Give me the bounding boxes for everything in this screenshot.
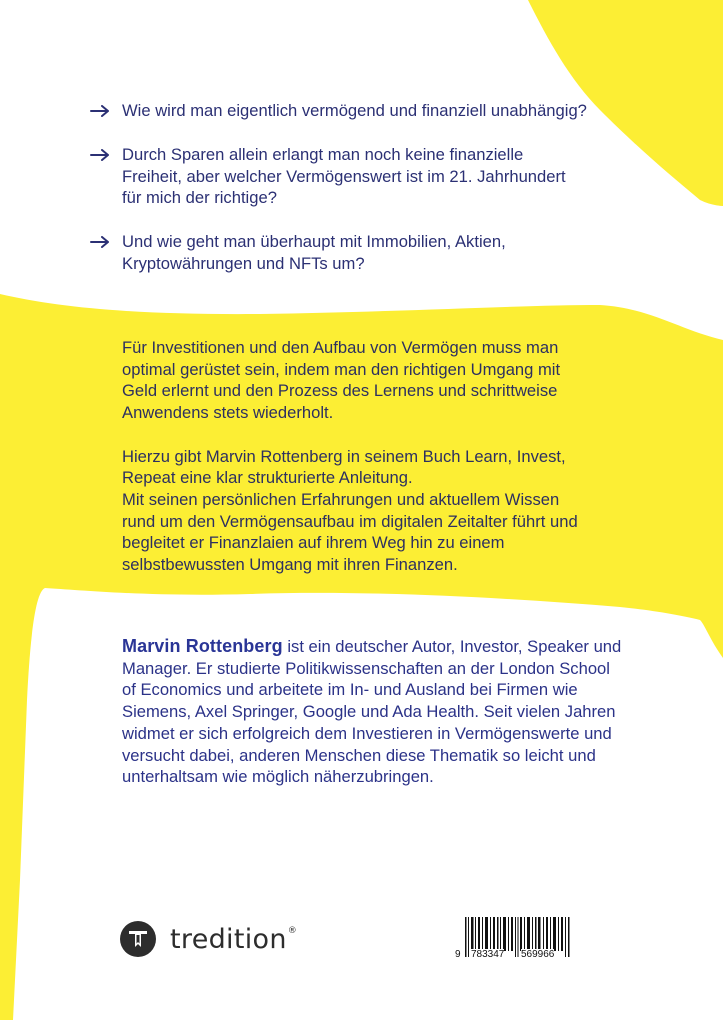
arrow-right-icon	[90, 144, 122, 166]
question-text: Und wie geht man überhaupt mit Immobilien, Aktien, Kryptowährungen und NFTs um?	[122, 232, 506, 273]
question-item	[90, 144, 610, 209]
author-bio	[122, 636, 622, 788]
tredition-logo-icon	[120, 921, 156, 957]
book-blurb	[122, 337, 592, 576]
question-item	[90, 100, 610, 122]
arrow-right-icon	[90, 231, 122, 253]
isbn-group-2: 569966	[521, 949, 555, 960]
author-bio-text: ist ein deutscher Autor, Investor, Speaker und Manager. Er studierte Politikwissenschaften an der London School of Economics und arbeitete im In- und Ausland bei Firmen wie Siemens, Axel Springer, Google und Ada Health. Seit vielen Jahren widmet er sich erfolgreich dem Investieren in Vermögenswerte und versucht dabei, anderen Menschen diese Thematik so leicht und unterhaltsam wie möglich näherzubringen.	[122, 637, 622, 787]
question-text: Wie wird man eigentlich vermögend und finanziell unabhängig?	[122, 101, 587, 120]
blurb-paragraph: Für Investitionen und den Aufbau von Vermögen muss man optimal gerüstet sein, indem man den richtigen Umgang mit Geld erlernt und den Prozess des Lernens und schrittweise Anwendens stets wiederholt.	[122, 338, 561, 423]
question-list	[90, 100, 610, 297]
arrow-right-icon	[90, 100, 122, 122]
publisher-name	[170, 924, 297, 955]
question-item	[90, 231, 610, 274]
isbn-prefix: 9	[455, 949, 461, 960]
publisher-logo	[120, 921, 297, 957]
isbn-group-1: 783347	[471, 949, 505, 960]
blurb-paragraph: Hierzu gibt Marvin Rottenberg in seinem Buch Learn, Invest, Repeat eine klar strukturierte Anleitung.	[122, 446, 566, 488]
publisher-name-text: tredition	[170, 923, 287, 955]
registered-mark: ®	[287, 925, 298, 936]
question-text: Durch Sparen allein erlangt man noch keine finanzielle Freiheit, aber welcher Vermögenswert ist im 21. Jahrhundert für mich der richtige?	[122, 145, 566, 208]
author-name: Marvin Rottenberg	[122, 636, 283, 656]
blurb-paragraph: Mit seinen persönlichen Erfahrungen und aktuellem Wissen rund um den Vermögensaufbau im digitalen Zeitalter führt und begleitet er Finanzlaien auf ihrem Weg hin zu einem selbstbewussten Umgang mit ihren Finanzen.	[122, 489, 578, 575]
isbn-barcode	[455, 913, 580, 961]
